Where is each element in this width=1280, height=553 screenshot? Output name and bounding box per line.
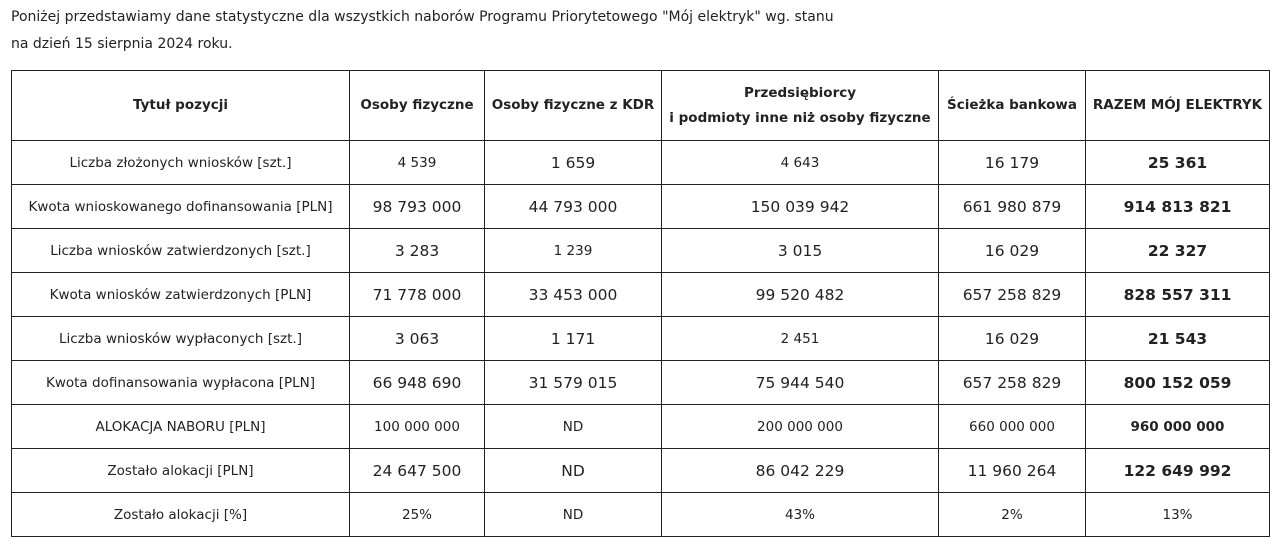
header-przedsiebiorcy: [662, 71, 939, 141]
header-razem: RAZEM MÓJ ELEKTRYK: [1086, 71, 1270, 141]
cell-razem: 22 327: [1086, 229, 1270, 273]
cell-kdr: 44 793 000: [485, 185, 662, 229]
table-row: [12, 273, 1270, 317]
cell-kdr: 1 239: [485, 229, 662, 273]
cell-kdr: ND: [485, 405, 662, 449]
cell-razem: 13%: [1086, 493, 1270, 537]
cell-osoby: 71 778 000: [350, 273, 485, 317]
cell-kdr: ND: [485, 449, 662, 493]
cell-kdr: 1 171: [485, 317, 662, 361]
cell-sciezka: 2%: [939, 493, 1086, 537]
cell-razem: 21 543: [1086, 317, 1270, 361]
cell-przedsiebiorcy: 150 039 942: [662, 185, 939, 229]
cell-przedsiebiorcy: 99 520 482: [662, 273, 939, 317]
table-header-row: [12, 71, 1270, 141]
cell-kdr: 1 659: [485, 141, 662, 185]
cell-kdr: ND: [485, 493, 662, 537]
row-label: Liczba złożonych wniosków [szt.]: [12, 141, 350, 185]
cell-sciezka: 661 980 879: [939, 185, 1086, 229]
table-row: [12, 449, 1270, 493]
cell-razem: 122 649 992: [1086, 449, 1270, 493]
table-row: [12, 229, 1270, 273]
cell-przedsiebiorcy: 2 451: [662, 317, 939, 361]
cell-przedsiebiorcy: 3 015: [662, 229, 939, 273]
cell-kdr: 31 579 015: [485, 361, 662, 405]
table-row: [12, 405, 1270, 449]
cell-razem: 25 361: [1086, 141, 1270, 185]
cell-osoby: 24 647 500: [350, 449, 485, 493]
header-sciezka-bankowa: Ścieżka bankowa: [939, 71, 1086, 141]
intro-text: [11, 4, 1011, 58]
row-label: Kwota wnioskowanego dofinansowania [PLN]: [12, 185, 350, 229]
cell-przedsiebiorcy: 86 042 229: [662, 449, 939, 493]
cell-kdr: 33 453 000: [485, 273, 662, 317]
cell-sciezka: 657 258 829: [939, 361, 1086, 405]
cell-razem: 914 813 821: [1086, 185, 1270, 229]
cell-osoby: 100 000 000: [350, 405, 485, 449]
cell-razem: 960 000 000: [1086, 405, 1270, 449]
row-label: Kwota wniosków zatwierdzonych [PLN]: [12, 273, 350, 317]
header-przedsiebiorcy-line2: i podmioty inne niż osoby fizyczne: [669, 109, 931, 126]
header-title: Tytuł pozycji: [12, 71, 350, 141]
statistics-table: [11, 70, 1270, 537]
cell-przedsiebiorcy: 43%: [662, 493, 939, 537]
cell-osoby: 98 793 000: [350, 185, 485, 229]
cell-osoby: 3 063: [350, 317, 485, 361]
cell-sciezka: 16 179: [939, 141, 1086, 185]
header-osoby-fizyczne-kdr: Osoby fizyczne z KDR: [485, 71, 662, 141]
header-osoby-fizyczne: Osoby fizyczne: [350, 71, 485, 141]
table-row: [12, 317, 1270, 361]
cell-osoby: 25%: [350, 493, 485, 537]
cell-sciezka: 16 029: [939, 317, 1086, 361]
row-label: Liczba wniosków wypłaconych [szt.]: [12, 317, 350, 361]
cell-osoby: 3 283: [350, 229, 485, 273]
cell-sciezka: 660 000 000: [939, 405, 1086, 449]
cell-sciezka: 16 029: [939, 229, 1086, 273]
intro-line-1: Poniżej przedstawiamy dane statystyczne dla wszystkich naborów Programu Priorytetowego "Mój elektryk" wg. stanu: [11, 9, 834, 25]
cell-osoby: 4 539: [350, 141, 485, 185]
row-label: Zostało alokacji [PLN]: [12, 449, 350, 493]
row-label: Zostało alokacji [%]: [12, 493, 350, 537]
cell-przedsiebiorcy: 75 944 540: [662, 361, 939, 405]
table-row: [12, 361, 1270, 405]
cell-razem: 800 152 059: [1086, 361, 1270, 405]
row-label: Liczba wniosków zatwierdzonych [szt.]: [12, 229, 350, 273]
row-label: ALOKACJA NABORU [PLN]: [12, 405, 350, 449]
cell-przedsiebiorcy: 200 000 000: [662, 405, 939, 449]
cell-sciezka: 11 960 264: [939, 449, 1086, 493]
table-row: [12, 185, 1270, 229]
table-row: [12, 141, 1270, 185]
intro-line-2: na dzień 15 sierpnia 2024 roku.: [11, 36, 233, 52]
row-label: Kwota dofinansowania wypłacona [PLN]: [12, 361, 350, 405]
cell-sciezka: 657 258 829: [939, 273, 1086, 317]
header-przedsiebiorcy-line1: Przedsiębiorcy: [743, 84, 857, 101]
cell-osoby: 66 948 690: [350, 361, 485, 405]
cell-razem: 828 557 311: [1086, 273, 1270, 317]
table-row: [12, 493, 1270, 537]
cell-przedsiebiorcy: 4 643: [662, 141, 939, 185]
